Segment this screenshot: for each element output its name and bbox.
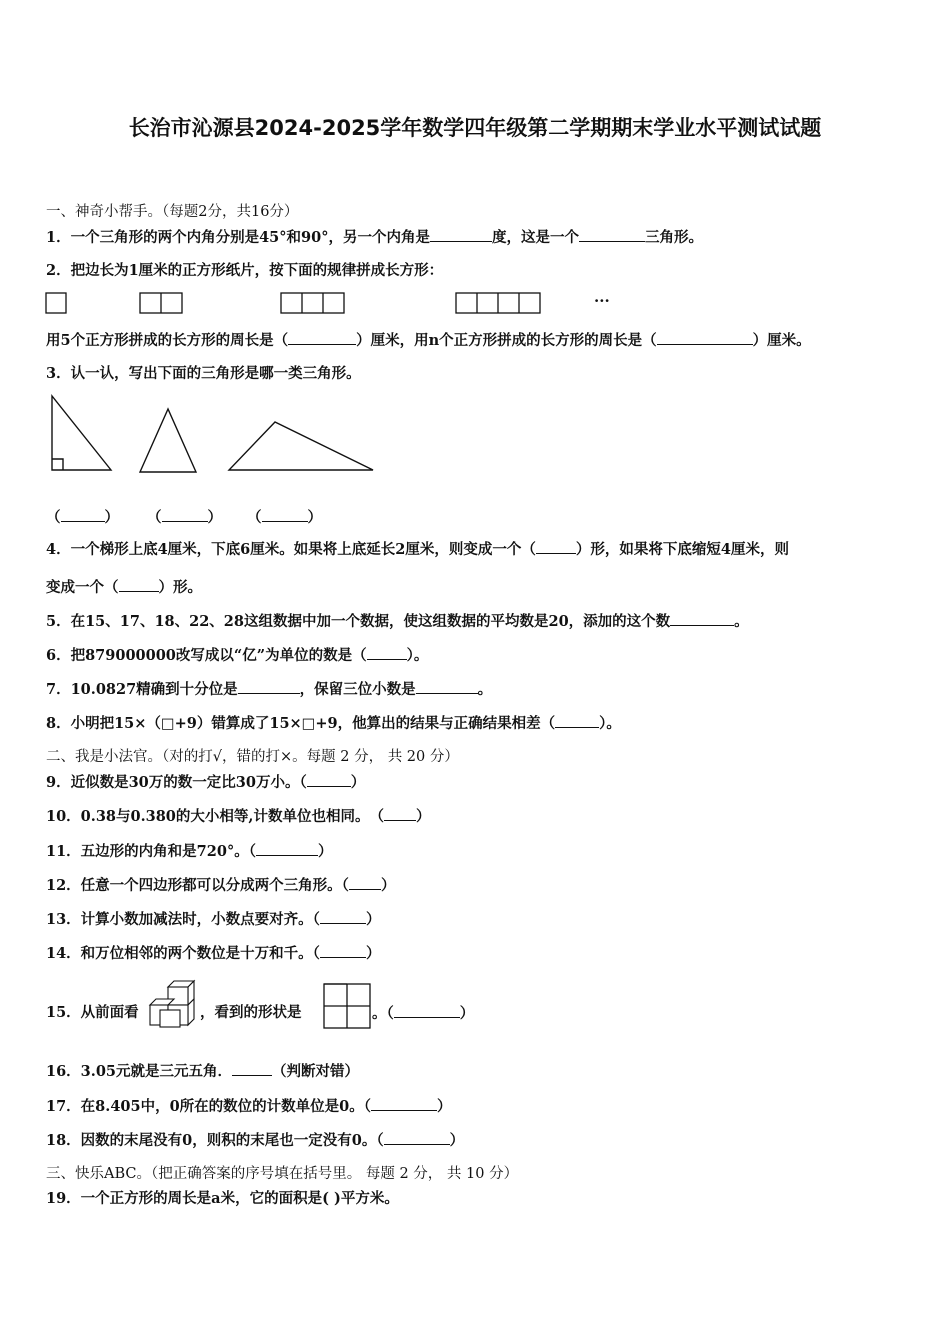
q5-text-post: 。 [734,613,749,630]
q7-text-post: 。 [477,681,493,698]
q12-text: 12．任意一个四边形都可以分成两个三角形。（ [46,877,349,894]
question-19: 19．一个正方形的周长是a米，它的面积是( )平方米。 [46,1190,399,1207]
q17-blank[interactable] [371,1096,437,1111]
q15-blank[interactable] [394,1003,460,1018]
q13-text: 13．计算小数加减法时，小数点要对齐。（ [46,911,320,928]
q14-text: 14．和万位相邻的两个数位是十万和千。（ [46,945,320,962]
q11-close: ） [317,843,333,860]
q4-line1-post: ）形，如果将下底缩短4厘米，则 [575,541,789,558]
q3-paren-right-3: ） [307,509,322,526]
q17-close: ） [437,1098,452,1115]
q6-text-pre: 6．把879000000改写成以“亿”为单位的数是（ [46,647,367,664]
q15-close: ） [459,1005,475,1022]
q7-text-pre: 7．10.0827精确到十分位是 [46,681,238,698]
q14-close: ） [365,945,381,962]
q4-line1-pre: 4．一个梯形上底4厘米，下底6厘米。如果将上底延长2厘米，则变成一个（ [46,541,536,558]
q4-line2-pre: 变成一个（ [46,579,119,596]
question-15-mid: ，看到的形状是 [200,1004,302,1021]
q8-text-post: ）。 [599,715,621,732]
q1-text-post: 三角形。 [644,229,703,246]
q16-blank[interactable] [232,1061,272,1076]
front-view-figure [324,984,370,1028]
q15-text-post: 。（ [372,1005,394,1022]
pattern-ellipsis: ··· [594,292,610,310]
q7-text-mid: ，保留三位小数是 [299,681,416,698]
section-3-header: 三、快乐ABC。（把正确答案的序号填在括号里。 每题 2 分， 共 10 分） [46,1166,519,1182]
q16-text-post: （判断对错） [272,1063,359,1080]
q3-paren-left-3: （ [247,509,262,526]
q10-close: ） [415,808,431,825]
question-3: 3．认一认，写出下面的三角形是哪一类三角形。 [46,365,361,382]
q3-paren-left-2: （ [147,509,162,526]
q9-close: ） [350,774,366,791]
q1-text-mid: 度，这是一个 [491,229,579,246]
q2-ask-post: ）厘米。 [752,332,811,349]
q2-ask-pre: 用5个正方形拼成的长方形的周长是（ [46,332,289,349]
q16-text-pre: 16．3.05元就是三元五角． [46,1063,232,1080]
question-16 [46,1061,359,1082]
q8-text-pre: 8．小明把15×（□+9）错算成了15×□+9，他算出的结果与正确结果相差（ [46,715,556,732]
q18-close: ） [449,1132,465,1149]
q3-paren-right-2: ） [207,509,222,526]
q10-text: 10．0.38与0.380的大小相等,计数单位也相同。 （ [46,808,384,825]
q4-line2-post: ）形。 [158,579,202,596]
page-title: 长治市沁源县2024-2025学年数学四年级第二学期期末学业水平测试试题 [128,116,822,140]
q17-text: 17．在8.405中，0所在的数位的计数单位是0。（ [46,1098,372,1115]
q3-paren-right-1: ） [104,509,119,526]
question-2: 2．把边长为1厘米的正方形纸片，按下面的规律拼成长方形： [46,262,444,279]
section-2-header: 二、我是小法官。（对的打√，错的打×。每题 2 分， 共 20 分） [46,749,459,765]
q1-text-pre: 1．一个三角形的两个内角分别是45°和90°，另一个内角是 [46,229,430,246]
q9-text: 9．近似数是30万的数一定比30万小。（ [46,774,307,791]
q13-close: ） [365,911,381,928]
question-15-post [372,1003,474,1024]
q12-close: ） [380,877,396,894]
section-1-header: 一、神奇小帮手。（每题2分，共16分） [46,204,299,220]
q11-text: 11．五边形的内角和是720°。（ [46,843,256,860]
question-15-pre: 15．从前面看 [46,1004,139,1021]
q18-text: 18．因数的末尾没有0，则积的末尾也一定没有0。（ [46,1132,384,1149]
q2-ask-mid: ）厘米，用n个正方形拼成的长方形的周长是（ [356,332,657,349]
q18-blank[interactable] [384,1130,450,1145]
question-17 [46,1096,452,1117]
q5-text-pre: 5．在15、17、18、22、28这组数据中加一个数据，使这组数据的平均数是20，添加的这个数 [46,613,671,630]
q6-text-post: ）。 [406,647,429,664]
q3-paren-left-1: （ [46,509,61,526]
question-18 [46,1130,464,1151]
